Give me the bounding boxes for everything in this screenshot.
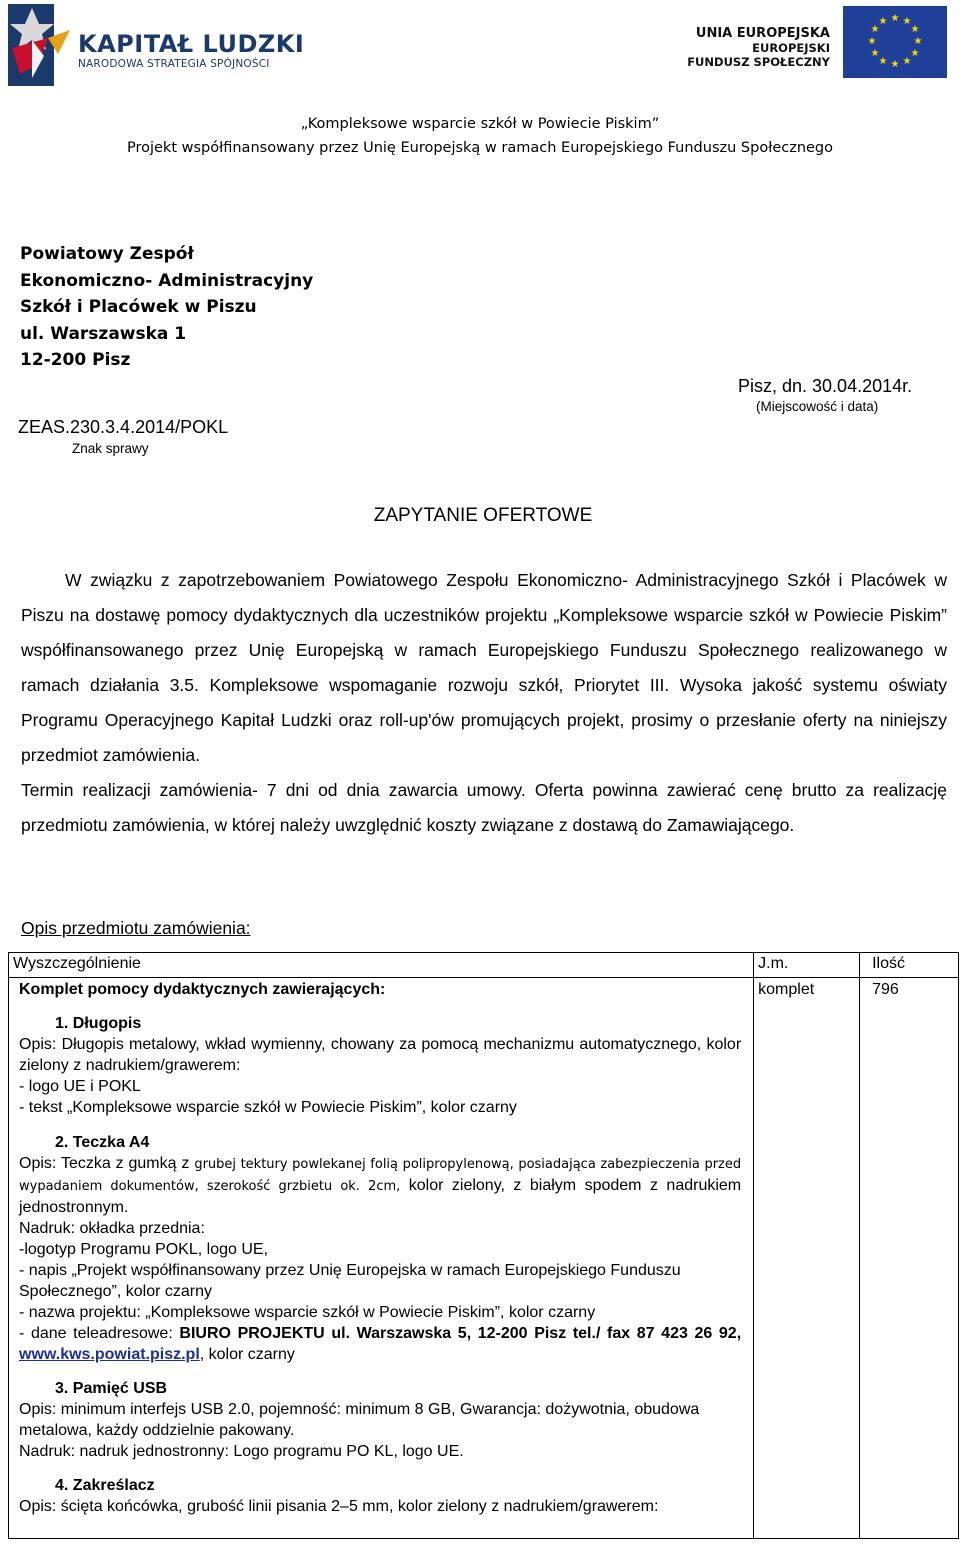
svg-text:★: ★ — [910, 48, 920, 59]
item-line: - logo UE i POKL — [19, 1078, 141, 1095]
case-number-label: Znak sprawy — [72, 441, 149, 456]
sender-line: Powiatowy Zespół — [20, 244, 194, 264]
order-description-heading: Opis przedmiotu zamówienia: — [21, 918, 251, 938]
header-item: Wyszczególnienie — [9, 953, 754, 978]
case-number: ZEAS.230.3.4.2014/POKL — [18, 417, 229, 437]
item-line: -logotyp Programu POKL, logo UE, — [19, 1241, 269, 1258]
item-line — [19, 1323, 741, 1365]
svg-text:★: ★ — [870, 24, 880, 35]
sender-line: Ekonomiczno- Administracyjny — [20, 270, 314, 291]
eu-label-line1: UNIA EUROPEJSKA — [695, 26, 830, 41]
document-title: ZAPYTANIE OFERTOWE — [373, 505, 593, 526]
item-title: 3. Pamięć USB — [55, 1380, 168, 1397]
item-desc-part: grubej tektury powlekanej folią polipropylenową, posiadająca zabezpieczenia przed wypadaniem dokumentów, szerokość grzbietu ok. 2cm, — [19, 1157, 742, 1194]
svg-text:★: ★ — [902, 16, 912, 27]
eu-label-line2: EUROPEJSKI — [752, 41, 830, 55]
item-line: Nadruk: okładka przednia: — [19, 1220, 205, 1237]
kapital-ludzki-title: KAPITAŁ LUDZKI — [78, 30, 305, 58]
project-website-link[interactable]: www.kws.powiat.pisz.pl — [19, 1346, 200, 1363]
quantity-cell: 796 — [860, 978, 959, 1539]
header-quantity: Ilość — [860, 953, 959, 978]
sender-line: Szkół i Placówek w Piszu — [20, 297, 257, 317]
item-line-part: BIURO PROJEKTU ul. Warszawska 5, 12-200 Pisz tel./ fax 87 423 26 92, — [179, 1325, 742, 1342]
kapital-ludzki-subtitle: NARODOWA STRATEGIA SPÓJNOŚCI — [78, 58, 270, 70]
eu-fund-label — [687, 26, 830, 69]
item-line-part: , kolor czarny — [199, 1346, 295, 1363]
set-title: Komplet pomocy dydaktycznych zawierających: — [19, 981, 386, 998]
header-unit: J.m. — [754, 953, 860, 978]
table-header-row — [9, 953, 959, 978]
item-desc: Opis: Długopis metalowy, wkład wymienny, chowany za pomocą mechanizmu automatycznego, kolor zielony z nadrukiem/grawerem: — [19, 1036, 742, 1074]
item-description-cell — [9, 978, 754, 1539]
item-desc-part: kolor zielony, z białym spodem z nadrukiem jednostronnym. — [19, 1177, 742, 1216]
project-name: „Kompleksowe wsparcie szkół w Powiecie Piskim” — [300, 116, 660, 132]
table-row — [9, 978, 959, 1539]
document-date: Pisz, dn. 30.04.2014r. — [738, 376, 913, 396]
svg-text:★: ★ — [878, 56, 888, 67]
svg-text:★: ★ — [870, 48, 880, 59]
sender-address — [20, 241, 313, 374]
document-date-label: (Miejscowość i data) — [756, 399, 879, 414]
body-paragraph: Termin realizacji zamówienia- 7 dni od dnia zawarcia umowy. Oferta powinna zawierać cenę brutto za realizację przedmiotu zamówienia, w której należy uwzględnić koszty związane z dostawą do Zamawiającego. — [21, 780, 947, 835]
eu-label-line3: FUNDUSZ SPOŁECZNY — [687, 55, 830, 69]
item-title: 2. Teczka A4 — [55, 1134, 150, 1151]
item-line: - tekst „Kompleksowe wsparcie szkół w Powiecie Piskim”, kolor czarny — [19, 1099, 517, 1116]
svg-text:★: ★ — [913, 36, 923, 47]
cofinance-note: Projekt współfinansowany przez Unię Europejską w ramach Europejskiego Funduszu Społecznego — [126, 140, 834, 156]
item-desc: Opis: ścięta końcówka, grubość linii pisania 2–5 mm, kolor zielony z nadrukiem/grawerem: — [19, 1498, 659, 1515]
item-desc — [19, 1153, 741, 1218]
svg-text:★: ★ — [867, 36, 877, 47]
body-paragraph: W związku z zapotrzebowaniem Powiatowego Zespołu Ekonomiczno- Administracyjnego Szkół i Placówek w Piszu na dostawę pomocy dydaktycznych dla uczestników projektu „Kompleksowe wsparcie szkół w Powiecie Piskim” współfinansowanego przez Unię Europejską w ramach Europejskiego Funduszu Społecznego realizowanego w ramach działania 3.5. Kompleksowe wspomaganie rozwoju szkół, Priorytet III. Wysoka jakość systemu oświaty Programu Operacyjnego Kapitał Ludzki oraz roll-up'ów promujących projekt, prosimy o przesłanie oferty na niniejszy przedmiot zamówienia. — [21, 570, 947, 765]
sender-line: ul. Warszawska 1 — [20, 323, 187, 344]
svg-text:★: ★ — [890, 59, 900, 70]
svg-text:★: ★ — [878, 16, 888, 27]
document-body — [21, 563, 947, 843]
item-desc-part: Opis: Teczka z gumką z — [19, 1155, 190, 1172]
kapital-ludzki-emblem-icon — [8, 4, 80, 86]
item-title: 4. Zakreślacz — [55, 1477, 155, 1494]
item-title: 1. Długopis — [55, 1015, 142, 1032]
item-line: Nadruk: nadruk jednostronny: Logo programu PO KL, logo UE. — [19, 1443, 464, 1460]
item-line: - napis „Projekt współfinansowany przez Unię Europejska w ramach Europejskiego Funduszu Społecznego”, kolor czarny — [19, 1262, 681, 1300]
sender-line: 12-200 Pisz — [20, 350, 131, 370]
item-line: - nazwa projektu: „Kompleksowe wsparcie szkół w Powiecie Piskim”, kolor czarny — [19, 1304, 596, 1321]
svg-text:★: ★ — [902, 56, 912, 67]
eu-flag-icon — [843, 6, 947, 78]
specification-table — [8, 952, 959, 1539]
svg-text:★: ★ — [910, 24, 920, 35]
item-desc: Opis: minimum interfejs USB 2.0, pojemność: minimum 8 GB, Gwarancja: dożywotnia, obudowa metalowa, każdy oddzielnie pakowany. — [19, 1401, 700, 1439]
svg-text:★: ★ — [890, 13, 900, 24]
unit-cell: komplet — [754, 978, 860, 1539]
item-line-part: - dane teleadresowe: — [19, 1325, 173, 1342]
